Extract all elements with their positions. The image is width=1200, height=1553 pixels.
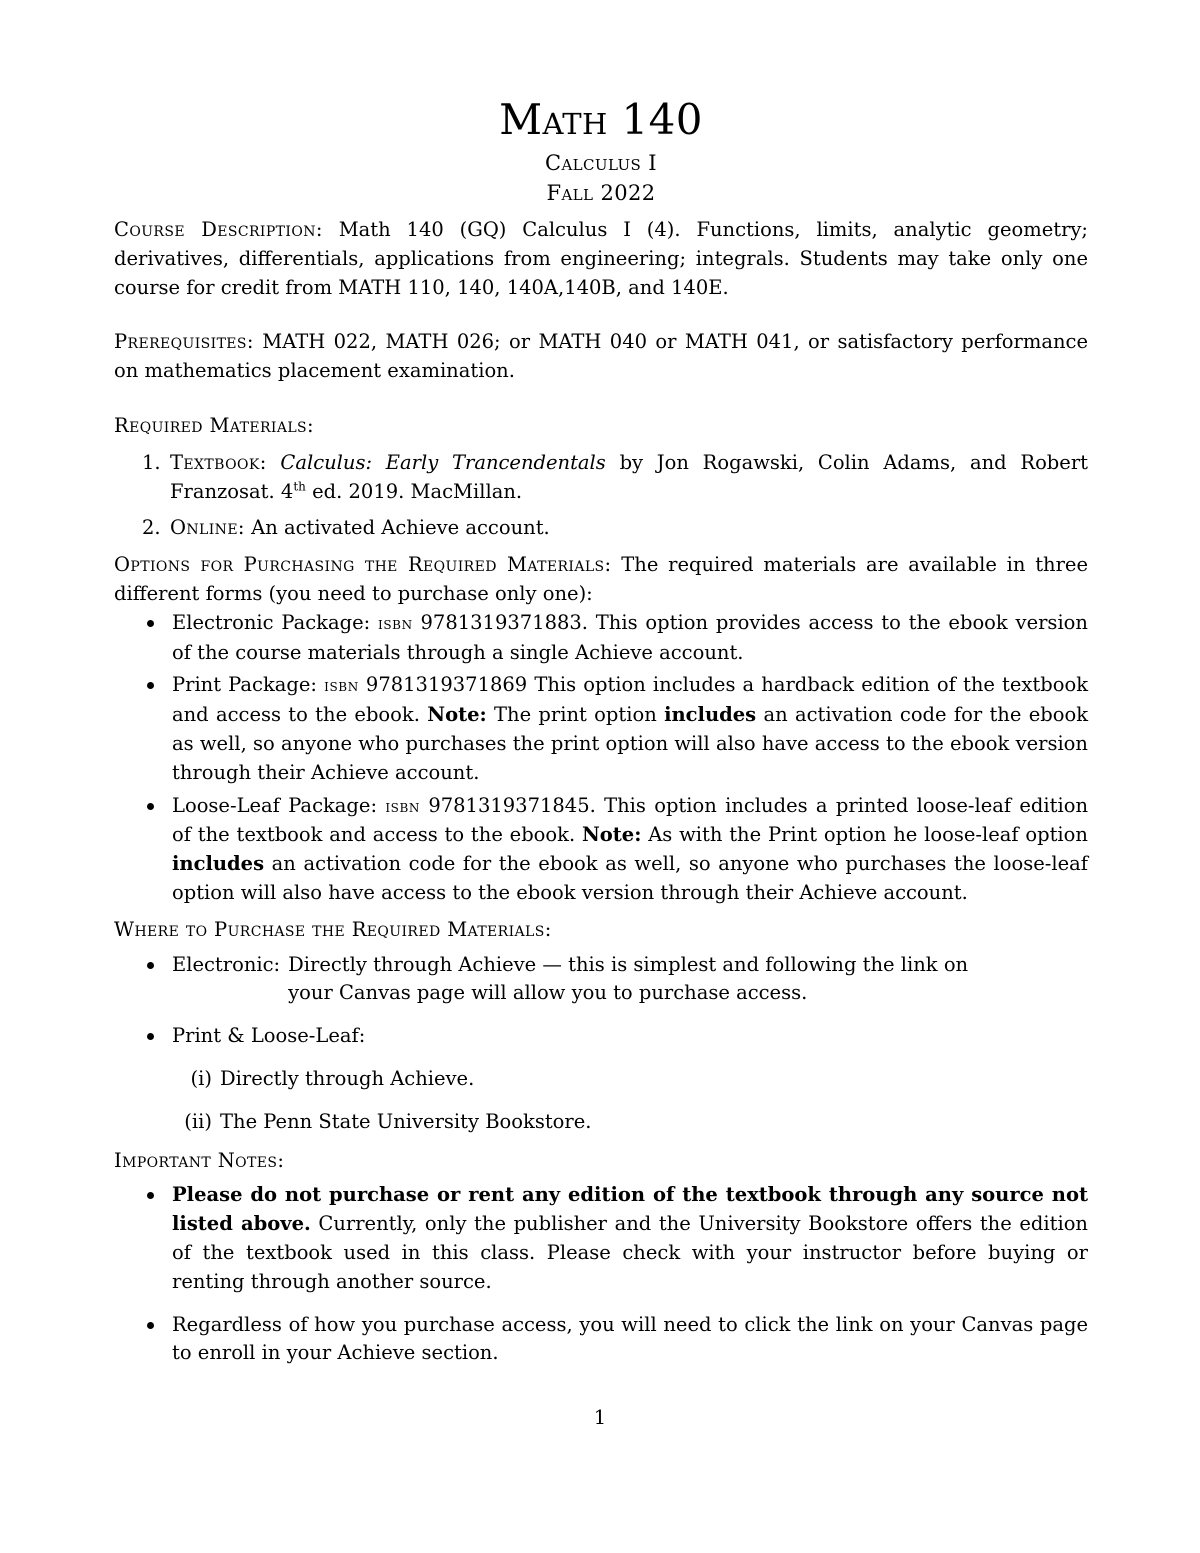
course-term: Fall 2022: [546, 181, 656, 205]
course-description-text: Math 140 (GQ) Calculus I (4). Functions, limits, analytic geometry; derivatives, differentials, applications from engineering; integrals. Students may take only one course for credit from MATH 110, 140, 140A,140B, and 140E.: [114, 218, 1089, 299]
note-emphasis: includes: [172, 852, 265, 876]
item-number: 1.: [142, 450, 161, 474]
bullet-icon: [147, 1192, 154, 1199]
bullet-icon: [147, 1033, 154, 1040]
notes-list: [114, 1181, 1088, 1368]
where-print-lead: Print & Loose-Leaf:: [172, 1024, 366, 1048]
option-print: [114, 671, 1088, 787]
option-name: Print Package:: [172, 673, 317, 697]
bullet-icon: [147, 620, 154, 627]
course-name: Calculus I: [544, 151, 657, 175]
sub-item-number: (ii): [184, 1109, 212, 1133]
bullet-icon: [147, 682, 154, 689]
where-electronic-row: [172, 951, 1088, 1009]
option-isbn: 9781319371869: [365, 673, 528, 697]
where-electronic: [114, 951, 1088, 1009]
option-text: This option includes a printed loose-leaf edition of the textbook and access to the ebook.: [172, 793, 1088, 847]
note-text: an activation code for the ebook as well, so anyone who purchases the loose-leaf option will also have access to the ebook version through their Achieve account.: [172, 852, 1089, 904]
course-description: [114, 216, 1088, 302]
where-sub-item: [172, 1065, 1088, 1094]
textbook-title: Calculus: Early Trancendentals: [280, 450, 606, 474]
note-text: an activation code for the ebook as well, so anyone who purchases the print option will also have access to the ebook version through their Achieve account.: [172, 703, 1089, 784]
textbook-publisher: ed. 2019. MacMillan.: [312, 479, 523, 503]
required-materials-label: Required Materials:: [114, 413, 315, 437]
where-to-purchase: [114, 916, 1088, 1137]
note-text: The print option: [494, 703, 657, 727]
purchase-options-intro-text: The required materials are available in three different forms (you need to purchase only one):: [114, 553, 1089, 605]
page-number: 1: [593, 1406, 607, 1429]
option-loose-leaf: [114, 792, 1088, 908]
where-print-loose-leaf: [114, 1022, 1088, 1136]
materials-item-textbook: [114, 449, 1088, 507]
where-sub-item: [172, 1108, 1088, 1137]
materials-item-online: [114, 514, 1088, 543]
purchase-options-list: [114, 609, 1088, 908]
syllabus-page: [114, 92, 1088, 1382]
purchase-options-intro: [114, 551, 1088, 609]
option-name: Loose-Leaf Package:: [172, 793, 378, 817]
required-materials: [114, 412, 1088, 543]
note-text: Currently, only the publisher and the University Bookstore offers the edition of the textbook used in this class. Please check with your instructor before buying or renting through another source.: [172, 1212, 1088, 1293]
edition-suffix: th: [293, 479, 306, 494]
materials-list: [114, 449, 1088, 543]
prerequisites: [114, 328, 1088, 386]
where-to-purchase-label: Where to Purchase the Required Materials:: [114, 917, 552, 941]
bullet-icon: [147, 803, 154, 810]
online-text: An activated Achieve account.: [251, 516, 550, 540]
prerequisites-text: MATH 022, MATH 026; or MATH 040 or MATH 041, or satisfactory performance on mathematics placement examination.: [114, 330, 1088, 383]
option-electronic: [114, 609, 1088, 668]
where-list: [114, 951, 1088, 1137]
note-item: [114, 1311, 1088, 1369]
sub-item-number: (i): [190, 1066, 212, 1090]
sub-item-text: Directly through Achieve.: [220, 1066, 475, 1090]
note-item: [114, 1181, 1088, 1296]
prerequisites-label: Prerequisites:: [114, 330, 254, 354]
important-notes: [114, 1147, 1088, 1369]
bullet-icon: [147, 1322, 154, 1329]
note-text: Regardless of how you purchase access, you will need to click the link on your Canvas page to enroll in your Achieve section.: [172, 1312, 1088, 1365]
purchase-options-label: Options for Purchasing the Required Materials:: [114, 553, 612, 577]
option-text: This option provides access to the ebook version of the course materials through a single Achieve account.: [172, 610, 1088, 664]
isbn-label: isbn: [378, 613, 413, 634]
textbook-authors: by Jon Rogawski, Colin Adams, and Robert Franzosat. 4: [170, 450, 1088, 503]
note-label: Note:: [581, 823, 642, 847]
course-title: Math 140: [499, 95, 703, 144]
isbn-label: isbn: [385, 796, 421, 817]
header: [114, 92, 1088, 208]
online-label: Online:: [170, 516, 245, 540]
option-text: This option includes a hardback edition of the textbook and access to the ebook.: [172, 673, 1089, 727]
sub-item-text: The Penn State University Bookstore.: [220, 1109, 592, 1133]
where-print-sublist: [172, 1065, 1088, 1137]
note-text: As with the Print option he loose-leaf option: [648, 823, 1088, 847]
note-warning: Please do not purchase or rent any edition of the textbook through any source not listed above.: [172, 1183, 1088, 1236]
course-description-label: Course Description:: [114, 218, 323, 241]
important-notes-label: Important Notes:: [114, 1148, 285, 1172]
where-electronic-lead: Electronic:: [172, 952, 281, 976]
item-number: 2.: [142, 516, 161, 540]
note-emphasis: includes: [664, 703, 757, 727]
option-isbn: 9781319371883.: [420, 610, 588, 634]
note-label: Note:: [427, 703, 487, 727]
option-name: Electronic Package:: [172, 610, 371, 634]
option-isbn: 9781319371845.: [428, 793, 596, 817]
purchase-options: [114, 551, 1088, 908]
isbn-label: isbn: [324, 676, 359, 697]
textbook-label: Textbook:: [170, 450, 267, 474]
where-electronic-text: Directly through Achieve — this is simplest and following the link on your Canvas page will allow you to purchase access.: [288, 952, 969, 1005]
bullet-icon: [147, 962, 154, 969]
